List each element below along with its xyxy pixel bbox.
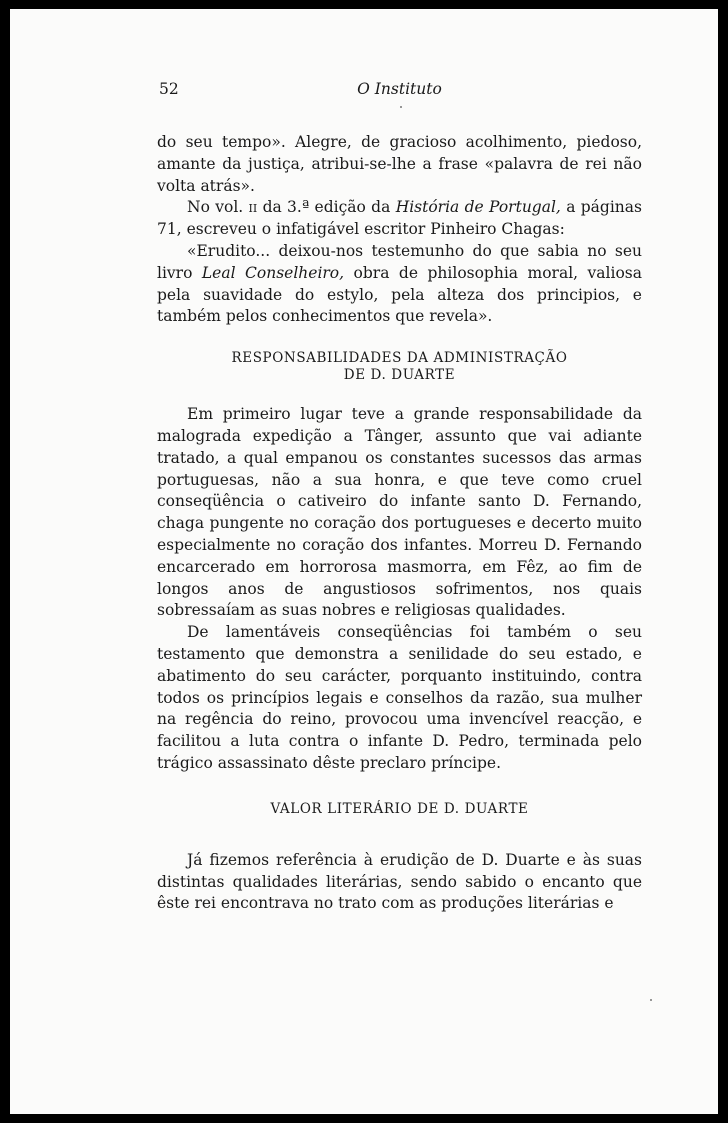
section1-paragraph-2: De lamentáveis conseqüências foi também o seu testamento que demonstra a senilidade do seu estado, e abatimento do seu carácter, porquanto instituindo, contra todos os princípios legais e conselhos da razão, sua mulher na regência do reino, provocou uma invencível reacção, e facilitou a luta contra o infante D. Pedro, terminada pelo trágico assassinato dêste preclaro príncipe. bbox=[157, 623, 642, 772]
page-header bbox=[157, 80, 642, 108]
section-heading-valor-literario: VALOR LITERÁRIO DE D. DUARTE bbox=[270, 800, 529, 817]
section2-paragraph-1: Já fizemos referência à erudição de D. Duarte e às suas distintas qualidades literárias, sendo sabido o encanto que êste rei encontrava no trato com as produções literárias e bbox=[157, 850, 642, 913]
page-number: 52 bbox=[159, 80, 179, 98]
running-title: O Instituto bbox=[357, 80, 442, 98]
section-heading-responsabilidades: RESPONSABILIDADES DA ADMINISTRAÇÃO DE D. DUARTE bbox=[231, 350, 568, 384]
intro-paragraph: do seu tempo». Alegre, de gracioso acolhimento, piedoso, amante da justiça, atribui-se-lhe a frase «palavra de rei não volta atrás». bbox=[157, 133, 642, 195]
chagas-citation-paragraph: No vol. ii da 3.ª edição da História de Portugal, a páginas 71, escreveu o infatigável escritor Pinheiro Chagas: bbox=[157, 198, 642, 239]
section1-paragraph-1: Em primeiro lugar teve a grande responsabilidade da malograda expedição a Tânger, assunto que vai adiante tratado, a qual empanou os constantes sucessos das armas portuguesas, não a sua honra, e que teve como cruel conseqüência o cativeiro do infante santo D. Fernando, chaga pungente no coração dos portugueses e decerto muito especialmente no coração dos infantes. Morreu D. Fernando encarcerado em horrorosa masmorra, em Fêz, ao fim de longos anos de angustiosos sofrimentos, nos quais sobressaíam as suas nobres e religiosas qualidades. bbox=[157, 405, 642, 620]
book-title-historia: História de Portugal, bbox=[395, 198, 561, 217]
book-title-leal-conselheiro: Leal Conselheiro, bbox=[201, 263, 345, 282]
print-speck bbox=[650, 999, 652, 1001]
quotation-paragraph: «Erudito... deixou-nos testemunho do que sabia no seu livro Leal Conselheiro, obra de philosophia moral, valiosa pela suavidade do estylo, pela alteza dos principios, e também pelos conhecimentos que revela». bbox=[157, 241, 642, 326]
volume-number: ii bbox=[248, 198, 258, 217]
page-content bbox=[157, 80, 642, 915]
